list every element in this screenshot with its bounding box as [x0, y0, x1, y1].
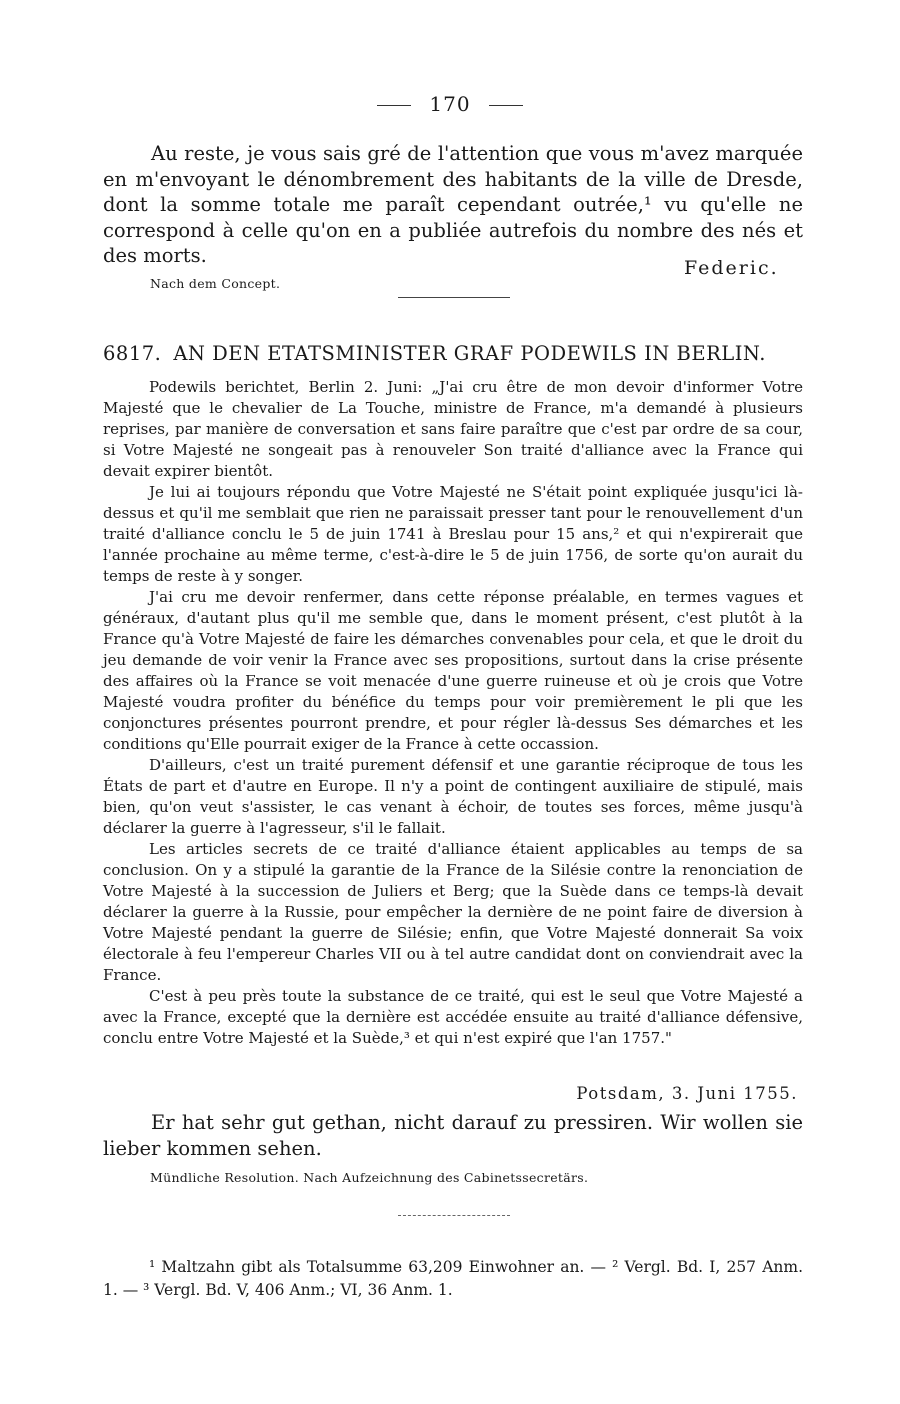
header-dash-left: [377, 105, 411, 106]
page-number: 170: [429, 92, 471, 116]
page-header: [0, 92, 900, 116]
source-note: Nach dem Concept.: [150, 276, 281, 291]
letter-end-text: [103, 141, 803, 269]
entry-title: AN DEN ETATSMINISTER GRAF PODEWILS IN BERLIN.: [173, 342, 766, 365]
end-divider: [398, 1215, 510, 1216]
report-paragraph: C'est à peu près toute la substance de ce traité, qui est le seul que Votre Majesté a avec la France, excepté que la dernière est accédée ensuite au traité d'alliance défensive, conclu entre Votre Majesté et la Suède,³ et qui n'est expiré que l'an 1757.": [103, 987, 803, 1047]
resolution-paragraph: Er hat sehr gut gethan, nicht darauf zu pressiren. Wir wollen sie lieber kommen sehen.: [103, 1111, 803, 1160]
section-divider: [398, 297, 510, 298]
footnotes: [103, 1256, 803, 1302]
report-paragraph: D'ailleurs, c'est un traité purement défensif et une garantie réciproque de tous les États de part et d'autre en Europe. Il n'y a point de contingent auxiliaire de stipulé, mais bien, qu'on veut s'assister, le cas venant à échoir, de toutes ses forces, même jusqu'à déclarer la guerre à l'agresseur, s'il le fallait.: [103, 756, 803, 837]
footnote-text: ¹ Maltzahn gibt als Totalsumme 63,209 Einwohner an. — ² Vergl. Bd. I, 257 Anm. 1. — ³ Vergl. Bd. V, 406 Anm.; VI, 36 Anm. 1.: [103, 1258, 803, 1299]
dateline: Potsdam, 3. Juni 1755.: [576, 1084, 798, 1103]
entry-heading: [103, 342, 808, 365]
header-dash-right: [489, 105, 523, 106]
report-paragraph: Les articles secrets de ce traité d'alliance étaient applicables au temps de sa conclusion. On y a stipulé la garantie de la France de la Silésie contre la renonciation de Votre Majesté à la succession de Juliers et Berg; que la Suède dans ce temps-là devait déclarer la guerre à la Russie, pour empêcher la dernière de ne point faire de diversion à Votre Majesté pendant la guerre de Silésie; enfin, que Votre Majesté donnerait Sa voix électorale à feu l'empereur Charles VII ou à tel autre candidat dont on conviendrait avec la France.: [103, 840, 803, 984]
report-paragraph: Je lui ai toujours répondu que Votre Majesté ne S'était point expliquée jusqu'ici là-dessus et qu'il me semblait que rien ne paraissait presser tant pour le renouvellement d'un traité d'alliance conclu le 5 de juin 1741 à Breslau pour 15 ans,² et qui n'expirerait que l'année prochaine au même terme, c'est-à-dire le 5 de juin 1756, de sorte qu'on aurait du temps de reste à y songer.: [103, 483, 803, 585]
signature: Federic.: [684, 257, 779, 279]
report-body: [103, 377, 803, 1049]
letter-end-paragraph: Au reste, je vous sais gré de l'attention que vous m'avez marquée en m'envoyant le dénombrement des habitants de la ville de Dresde, dont la somme totale me paraît cependant outrée,¹ vu qu'elle ne correspond à celle qu'on en a publiée autrefois du nombre des nés et des morts.: [103, 142, 803, 267]
entry-number: 6817.: [103, 342, 162, 365]
resolution-text: [103, 1110, 803, 1161]
resolution-note: Mündliche Resolution. Nach Aufzeichnung des Cabinetssecretärs.: [150, 1170, 589, 1185]
report-paragraph: Podewils berichtet, Berlin 2. Juni: „J'ai cru être de mon devoir d'informer Votre Majesté que le chevalier de La Touche, ministre de France, m'a demandé à plusieurs reprises, par manière de conversation et sans faire paraître que c'est par ordre de sa cour, si Votre Majesté ne songeait pas à renouveler Son traité d'alliance avec la France qui devait expirer bientôt.: [103, 378, 803, 480]
report-paragraph: J'ai cru me devoir renfermer, dans cette réponse préalable, en termes vagues et généraux, d'autant plus qu'il me semble que, dans le moment présent, c'est plutôt à la France qu'à Votre Majesté de faire les démarches convenables pour cela, et que le droit du jeu demande de voir venir la France avec ses propositions, surtout dans la crise présente des affaires où la France se voit menacée d'une guerre ruineuse et où je crois que Votre Majesté voudra profiter du bénéfice du temps pour voir premièrement le pli que les conjonctures présentes pourront prendre, et pour régler là-dessus Ses démarches et les conditions qu'Elle pourrait exiger de la France à cette occassion.: [103, 588, 803, 753]
